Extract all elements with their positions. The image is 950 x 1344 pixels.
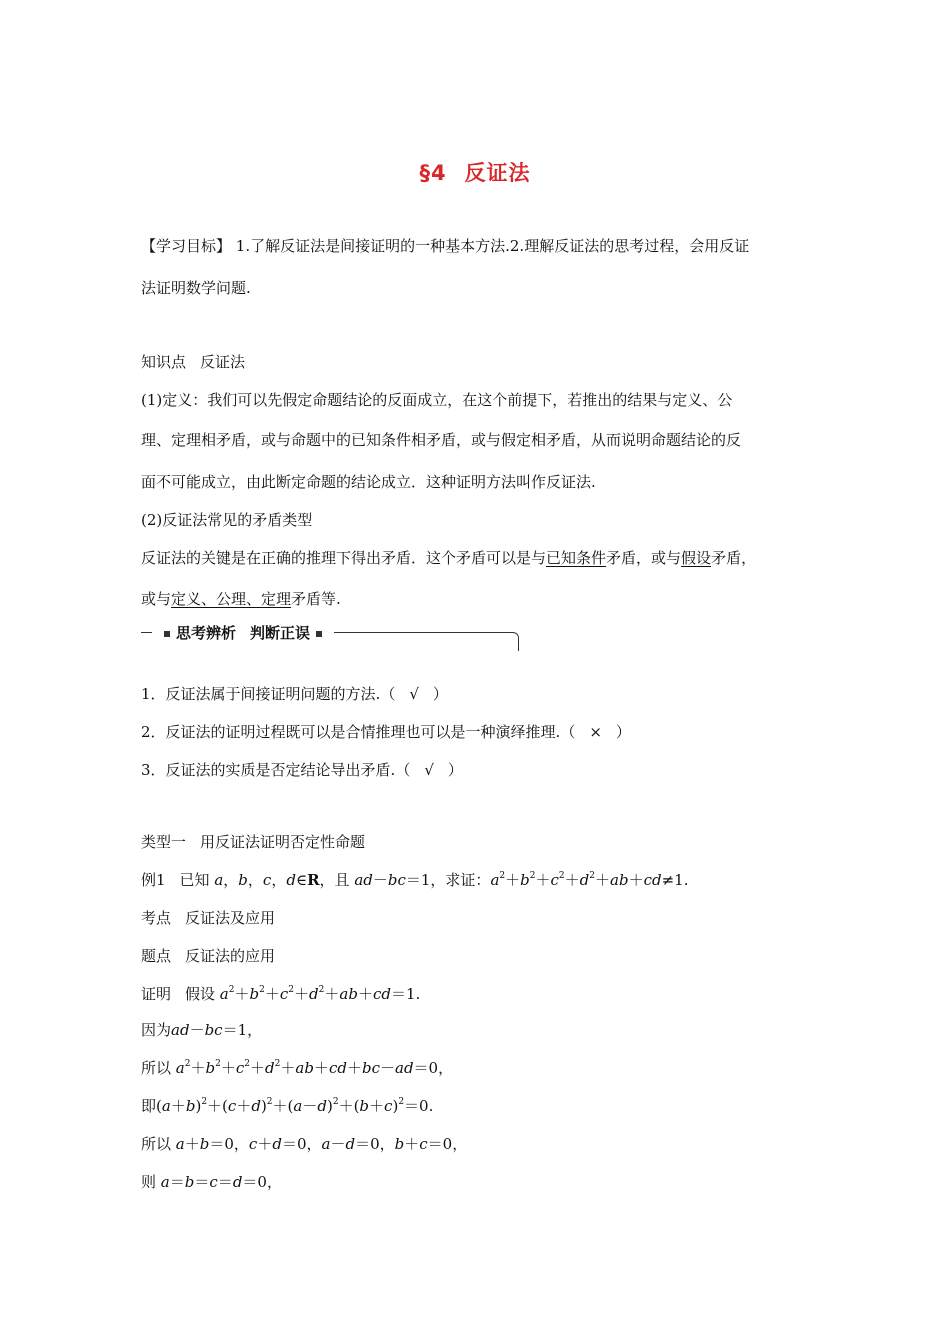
type-one-heading: 类型一 用反证法证明否定性命题 <box>141 833 366 851</box>
contradiction-types-line-1: 反证法的关键是在正确的推理下得出矛盾．这个矛盾可以是与已知条件矛盾，或与假设矛盾， <box>141 549 757 567</box>
square-bullet-icon <box>316 631 322 637</box>
proof-step-1: 证明 假设 $a^2+b^2+c^2+d^2+ab+cd=1$. <box>141 985 421 1003</box>
contradiction-types-heading: (2)反证法常见的矛盾类型 <box>141 511 313 529</box>
tidian-line: 题点 反证法的应用 <box>141 947 276 965</box>
contradiction-types-line-2: 或与定义、公理、定理矛盾等. <box>141 590 341 608</box>
definition-line-3: 面不可能成立，由此断定命题的结论成立．这种证明方法叫作反证法. <box>141 473 596 491</box>
definition-line-1: (1)定义：我们可以先假定命题结论的反面成立，在这个前提下，若推出的结果与定义、公 <box>141 391 733 409</box>
proof-step-3: 所以 $a^2+b^2+c^2+d^2+ab+cd+bc-ad=0$， <box>141 1059 454 1077</box>
learning-objectives-cont: 法证明数学问题. <box>141 279 251 297</box>
think-section-label: 思考辨析 判断正误 <box>152 623 334 643</box>
example-1-statement: 例1 已知 a，b，c，d∈R，且 ad－bc＝1，求证：$a^2+b^2+c^2+d^2+ab+cd\ne 1$. <box>141 871 689 889</box>
judgement-item-1: 1．反证法属于间接证明问题的方法.（ √ ） <box>141 685 448 703</box>
definition-line-2: 理、定理相矛盾，或与命题中的已知条件相矛盾，或与假定相矛盾，从而说明命题结论的反 <box>141 431 742 449</box>
proof-step-6: 则 a＝b＝c＝d＝0， <box>141 1173 282 1191</box>
proof-step-2: 因为ad－bc＝1， <box>141 1021 263 1039</box>
proof-step-4: 即$(a+b)^2+(c+d)^2+(a-d)^2+(b+c)^2=0$. <box>141 1097 434 1115</box>
kaodian-line: 考点 反证法及应用 <box>141 909 276 927</box>
square-bullet-icon <box>164 631 170 637</box>
judgement-item-3: 3．反证法的实质是否定结论导出矛盾.（ √ ） <box>141 761 463 779</box>
judgement-item-2: 2．反证法的证明过程既可以是合情推理也可以是一种演绎推理.（ × ） <box>141 723 631 741</box>
knowledge-heading: 知识点 反证法 <box>141 353 246 371</box>
proof-step-5: 所以 a＋b＝0，c＋d＝0，a－d＝0，b＋c＝0， <box>141 1135 468 1153</box>
page-title: §4 反证法 <box>419 161 531 185</box>
learning-objectives: 【学习目标】 1.了解反证法是间接证明的一种基本方法.2.理解反证法的思考过程，会用反证 <box>141 237 750 255</box>
